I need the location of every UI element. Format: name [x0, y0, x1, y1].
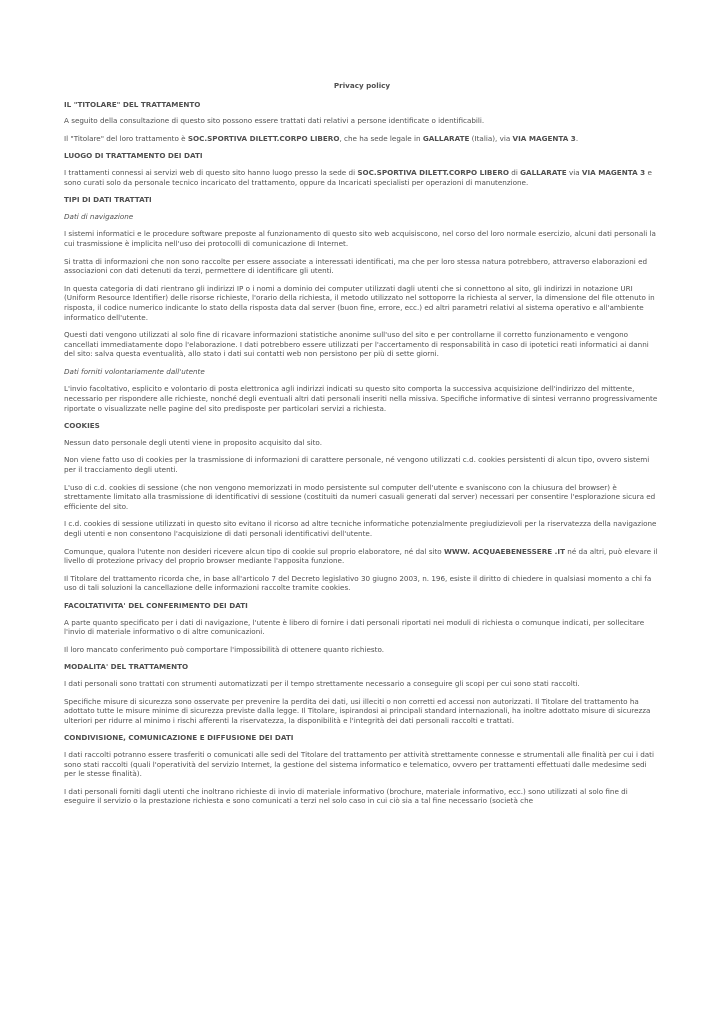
- page-title: Privacy policy: [333, 81, 391, 90]
- paragraph: Questi dati vengono utilizzati al solo fine di ricavare informazioni statistiche anonime sull'uso del sito e per controllarne il corretto funzionamento e vengono cancellati immediatamente dopo l'elaborazione. I dati potrebbero essere utilizzati per l'accertamento di responsabilità in caso di ipotetici reati informatici ai danni del sito: salva questa eventualità, allo stato i dati sui contatti web non persistono per più di sette giorni.: [64, 330, 649, 359]
- text-run: e sono curati solo da personale tecnico incaricato del trattamento, oppure da Incaricati specialisti per operazioni di manutenzione.: [64, 167, 652, 187]
- text-run: .: [575, 133, 579, 143]
- subsection-label: Dati forniti volontariamente dall'utente: [64, 366, 205, 376]
- paragraph: I c.d. cookies di sessione utilizzati in questo sito evitano il ricorso ad altre tecniche informatiche potenzialmente pregiudizievoli per la riservatezza della navigazione degli utenti e non consentono l'acquisizione di dati personali identificativi dell'utente.: [64, 519, 657, 538]
- paragraph: A seguito della consultazione di questo sito possono essere trattati dati relativi a persone identificate o identificabili.: [64, 116, 485, 126]
- paragraph: [64, 547, 660, 566]
- paragraph: I dati personali sono trattati con strumenti automatizzati per il tempo strettamente necessario a conseguire gli scopi per cui sono stati raccolti.: [64, 678, 580, 688]
- paragraph: A parte quanto specificato per i dati di navigazione, l'utente è libero di fornire i dati personali riportati nei moduli di richiesta o comunque indicati, per sollecitare l'invio di materiale informativo o di altre comunicazioni.: [64, 617, 645, 637]
- document-body: [64, 100, 660, 806]
- paragraph: L'invio facoltativo, esplicito e volontario di posta elettronica agli indirizzi indicati su questo sito comporta la successiva acquisizione dell'indirizzo del mittente, necessario per rispondere alle richieste, nonché degli eventuali altri dati personali inseriti nella missiva. Specifiche informative di sintesi verranno progressivamente riportate o visualizzate nelle pagine del sito predisposte per particolari servizi a richiesta.: [64, 384, 658, 413]
- paragraph: [64, 134, 660, 144]
- bold-text: SOC.SPORTIVA DILETT.CORPO LIBERO: [187, 133, 340, 143]
- paragraph: Il loro mancato conferimento può comportare l'impossibilità di ottenere quanto richiesto.: [64, 644, 385, 654]
- paragraph: Il Titolare del trattamento ricorda che, in base all'articolo 7 del Decreto legislativo 30 giugno 2003, n. 196, esiste il diritto di chiedere in qualsiasi momento a chi fa uso di tali soluzioni la cancellazione delle informazioni raccolte tramite cookies.: [64, 573, 652, 593]
- paragraph: Si tratta di informazioni che non sono raccolte per essere associate a interessati identificati, ma che per loro stessa natura potrebbero, attraverso elaborazioni ed associazioni con dati detenuti da terzi, permettere di identificare gli utenti.: [64, 256, 648, 276]
- text-run: Il "Titolare" del loro trattamento è: [64, 133, 188, 143]
- text-run: né da altri, può elevare il livello di protezione privacy del proprio browser mediante l'apposita funzione.: [64, 546, 658, 566]
- privacy-policy-document: [64, 81, 660, 814]
- bold-text: GALLARATE: [520, 167, 567, 177]
- text-run: via: [566, 167, 582, 177]
- paragraph: Specifiche misure di sicurezza sono osservate per prevenire la perdita dei dati, usi illeciti o non corretti ed accessi non autorizzati. Il Titolare del trattamento ha adottato tutte le misure minime di sicurezza previste dalla legge. Il Titolare, ispirandosi ai principali standard internazionali, ha inoltre adottato misure di sicurezza ulteriori per ridurre al minimo i rischi afferenti la riservatezza, la disponibilità e l'integrità dei dati personali raccolti e trattati.: [64, 696, 651, 725]
- text-run: di: [508, 167, 521, 177]
- section-heading: LUOGO DI TRATTAMENTO DEI DATI: [64, 151, 203, 161]
- paragraph: In questa categoria di dati rientrano gli indirizzi IP o i nomi a dominio dei computer utilizzati dagli utenti che si connettono al sito, gli indirizzi in notazione URI (Uniform Resource Identifier) delle risorse richieste, l'orario della richiesta, il metodo utilizzato nel sottoporre la richiesta al server, la dimensione del file ottenuto in risposta, il codice numerico indicante lo stato della risposta data dal server (buon fine, errore, ecc.) ed altri parametri relativi al sistema operativo e all'ambiente informatico dell'utente.: [64, 283, 655, 322]
- paragraph: I sistemi informatici e le procedure software preposte al funzionamento di questo sito web acquisiscono, nel corso del loro normale esercizio, alcuni dati personali la cui trasmissione è implicita nell'uso dei protocolli di comunicazione di Internet.: [64, 229, 656, 248]
- text-run: I trattamenti connessi ai servizi web di questo sito hanno luogo presso la sede di: [64, 167, 358, 177]
- bold-text: VIA MAGENTA 3: [581, 167, 646, 177]
- text-run: Comunque, qualora l'utente non desideri ricevere alcun tipo di cookie sul proprio elaboratore, né dal sito: [64, 546, 444, 556]
- paragraph: Nessun dato personale degli utenti viene in proposito acquisito dal sito.: [64, 437, 322, 447]
- section-heading: IL "TITOLARE" DEL TRATTAMENTO: [64, 99, 201, 109]
- paragraph: Non viene fatto uso di cookies per la trasmissione di informazioni di carattere personale, né vengono utilizzati c.d. cookies persistenti di alcun tipo, ovvero sistemi per il tracciamento degli utenti.: [64, 455, 650, 475]
- paragraph: I dati personali forniti dagli utenti che inoltrano richieste di invio di materiale informativo (brochure, materiale informativo, ecc.) sono utilizzati al solo fine di eseguire il servizio o la prestazione richiesta e sono comunicati a terzi nel solo caso in cui ciò sia a tal fine necessario (società che: [64, 786, 628, 806]
- paragraph: L'uso di c.d. cookies di sessione (che non vengono memorizzati in modo persistente sul computer dell'utente e svaniscono con la chiusura del browser) è strettamente limitato alla trasmissione di identificativi di sessione (costituiti da numeri casuali generati dal server) necessari per consentire l'esplorazione sicura ed efficiente del sito.: [64, 482, 656, 511]
- bold-text: VIA MAGENTA 3: [512, 133, 576, 143]
- section-heading: TIPI DI DATI TRATTATI: [64, 195, 152, 205]
- section-heading: FACOLTATIVITA' DEL CONFERIMENTO DEI DATI: [64, 600, 248, 610]
- text-run: , che ha sede legale in: [339, 133, 423, 143]
- bold-text: WWW. ACQUAEBENESSERE .IT: [444, 546, 565, 556]
- text-run: (Italia), via: [469, 133, 513, 143]
- subsection-label: Dati di navigazione: [64, 211, 134, 221]
- paragraph: [64, 168, 660, 187]
- section-heading: MODALITA' DEL TRATTAMENTO: [64, 662, 189, 672]
- paragraph: I dati raccolti potranno essere trasferiti o comunicati alle sedi del Titolare del trattamento per attività strettamente connesse e strumentali alle finalità per cui i dati sono stati raccolti (quali l'operatività del servizio Internet, la gestione del sistema informatico e telematico, ovvero per trattamenti effettuati dalle medesime sedi per le stesse finalità).: [64, 749, 655, 779]
- section-heading: COOKIES: [64, 421, 100, 431]
- bold-text: GALLARATE: [422, 133, 470, 143]
- section-heading: CONDIVISIONE, COMUNICAZIONE E DIFFUSIONE DEI DATI: [64, 733, 294, 743]
- bold-text: SOC.SPORTIVA DILETT.CORPO LIBERO: [357, 167, 509, 177]
